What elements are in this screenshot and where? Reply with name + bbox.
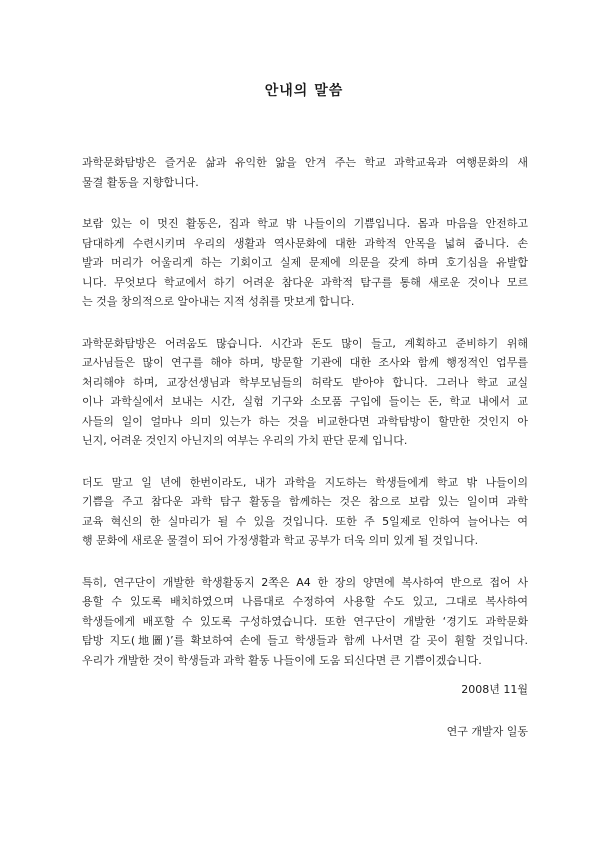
text-line: 물결 활동을 지향합니다. (82, 175, 199, 189)
paragraph (82, 334, 528, 451)
paragraph (82, 573, 528, 671)
text-line: 닌지, 어려운 것인지 아닌지의 여부는 우리의 가치 판단 문제 입니다. (82, 434, 408, 447)
text-line: 탐방 지도(地圖)’를 확보하여 손에 들고 학생들과 함께 나서면 갈 곳이 훤할 것입니다. (82, 634, 528, 647)
text-line: 우리가 개발한 것이 학생들과 과학 활동 나들이에 도움 되신다면 큰 기쁨이겠습니다. (82, 653, 482, 667)
paragraph (82, 473, 528, 551)
text-line: 는 것을 창의적으로 알아내는 지적 성취를 맛보게 합니다. (82, 295, 355, 308)
text-line: 행 문화에 새로운 물결이 되어 가정생활과 학교 공부가 더욱 의미 있게 될 것입니다. (82, 534, 479, 547)
text-line: 처리해야 하며, 교장선생님과 학부모님들의 허락도 받아야 합니다. 그러나 학교 교실 (82, 375, 528, 389)
text-line: 용할 수 있도록 배치하였으며 나름대로 수정하여 사용할 수도 있고, 그대로 복사하여 (82, 595, 528, 608)
text-line: 보람 있는 이 멋진 활동은, 집과 학교 밖 나들이의 기쁨입니다. 몸과 마음을 안전하고 (82, 217, 528, 230)
text-line: 사들의 일이 얼마나 의미 있는가 하는 것을 비교한다면 과학탐방이 할만한 것인지 아 (82, 414, 528, 428)
text-line: 과학문화탐방은 어려움도 많습니다. 시간과 돈도 많이 들고, 계획하고 준비하기 위해 (82, 336, 528, 350)
paragraph (82, 153, 528, 192)
document-author: 연구 개발자 일동 (446, 725, 528, 738)
text-line: 특히, 연구단이 개발한 학생활동지 2쪽은 A4 한 장의 양면에 복사하여 반으로 접어 사 (82, 575, 528, 589)
text-line: 교육 혁신의 한 실마리가 될 수 있을 것입니다. 또한 주 5일제로 인하여 늘어나는 여 (82, 514, 528, 528)
text-line: 니다. 무엇보다 학교에서 하기 어려운 참다운 과학적 탐구를 통해 새로운 것이나 모르 (82, 275, 528, 289)
paragraph (82, 214, 528, 312)
text-line: 기쁨을 주고 참다운 과학 탐구 활동을 함께하는 것은 참으로 보람 있는 일이며 과학 (82, 495, 528, 508)
text-line: 더도 말고 일 년에 한번이라도, 내가 과학을 지도하는 학생들에게 학교 밖 나들이의 (82, 475, 528, 489)
text-line: 발과 머리가 어울리게 하는 기회이고 실제 문제에 의문을 갖게 하며 호기심을 유발합 (82, 256, 528, 269)
document-body (82, 153, 528, 692)
document-date: 2008년 11월 (461, 683, 528, 696)
text-line: 학생들에게 배포할 수 있도록 구성하였습니다. 또한 연구단이 개발한 ‘경기도 과학문화 (82, 614, 528, 628)
text-line: 이나 과학실에서 보내는 시간, 실험 기구와 소모품 구입에 들이는 돈, 학교 내에서 교 (82, 395, 528, 408)
text-line: 교사님들은 많이 연구를 해야 하며, 방문할 기관에 대한 조사와 함께 행정적인 업무를 (82, 356, 528, 369)
text-line: 과학문화탐방은 즐거운 삶과 유익한 앎을 안겨 주는 학교 과학교육과 여행문화의 새 (82, 156, 528, 169)
text-line: 담대하게 수련시키며 우리의 생활과 역사문화에 대한 과학적 안목을 넓혀 줍니다. 손 (82, 236, 528, 250)
page-title: 안내의 말씀 (264, 83, 344, 99)
